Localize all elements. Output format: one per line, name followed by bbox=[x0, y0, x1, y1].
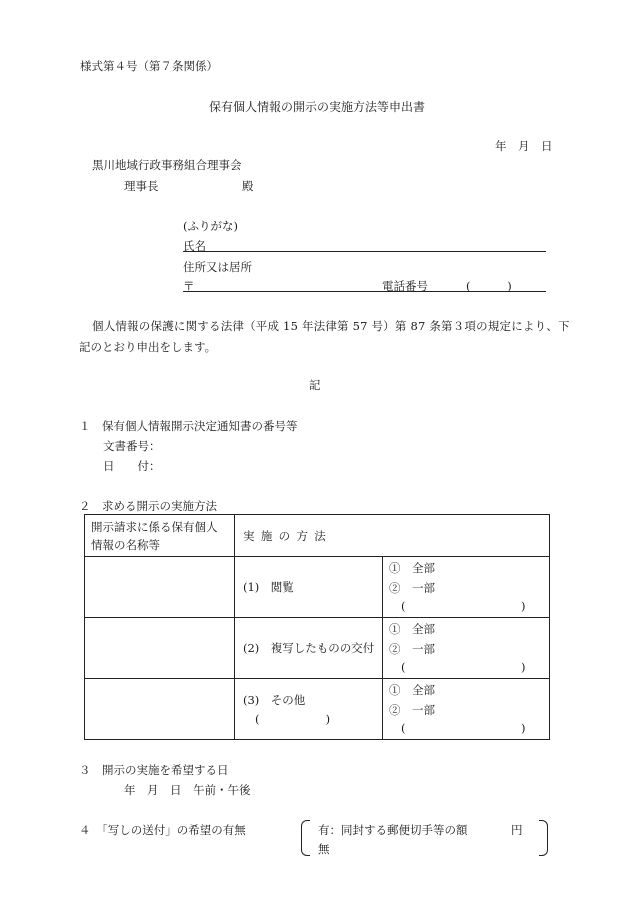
date-line: 年 月 日 bbox=[495, 139, 553, 153]
phone-label: 電話番号 bbox=[382, 279, 428, 293]
header-info-line-1: 開示請求に係る保有個人 bbox=[91, 519, 218, 534]
method-cell: (2) 複写したものの交付 bbox=[235, 618, 383, 679]
option-cell bbox=[383, 557, 550, 618]
desired-date-value[interactable]: 年 月 日 午前・午後 bbox=[124, 783, 251, 797]
doc-number-label: 文書番号： bbox=[103, 439, 161, 453]
left-bracket bbox=[301, 820, 310, 856]
table-row bbox=[85, 557, 550, 618]
option-partial[interactable]: ② 一部 bbox=[389, 642, 435, 656]
option-yes[interactable]: 有：同封する郵便切手等の額 bbox=[318, 823, 468, 837]
name-label: 氏名 bbox=[183, 239, 206, 253]
postal-mark: 〒 bbox=[183, 279, 195, 293]
method-cell bbox=[235, 679, 383, 740]
info-cell[interactable] bbox=[85, 557, 235, 618]
section-1-heading: １ 保有個人情報開示決定通知書の番号等 bbox=[79, 419, 298, 433]
detail-close-paren: ) bbox=[521, 599, 526, 613]
option-all[interactable]: ① 全部 bbox=[389, 622, 435, 636]
detail-open-paren: ( bbox=[401, 721, 406, 735]
phone-parens: ( ) bbox=[466, 279, 517, 293]
table-row bbox=[85, 679, 550, 740]
option-partial[interactable]: ② 一部 bbox=[389, 703, 435, 717]
doc-date-label: 日 付： bbox=[103, 459, 161, 473]
option-cell bbox=[383, 679, 550, 740]
address-label: 住所又は居所 bbox=[183, 260, 252, 274]
detail-close-paren: ) bbox=[521, 660, 526, 674]
option-cell bbox=[383, 618, 550, 679]
intro-line-2: 記のとおり申出をします。 bbox=[79, 340, 217, 354]
page-title: 保有個人情報の開示の実施方法等申出書 bbox=[209, 100, 426, 114]
section-2-heading: ２ 求める開示の実施方法 bbox=[79, 499, 217, 513]
info-cell[interactable] bbox=[85, 618, 235, 679]
ki-mark: 記 bbox=[309, 378, 321, 392]
table-header-row bbox=[85, 515, 550, 557]
yen-unit: 円 bbox=[511, 823, 523, 837]
addressee-honorific: 殿 bbox=[242, 179, 254, 193]
section-4-heading: ４ 「写しの送付」の希望の有無 bbox=[79, 823, 246, 837]
option-all[interactable]: ① 全部 bbox=[389, 683, 435, 697]
table-header-method: 実施の方法 bbox=[235, 515, 550, 557]
form-number: 様式第４号（第７条関係） bbox=[80, 59, 218, 73]
option-all[interactable]: ① 全部 bbox=[389, 561, 435, 575]
addressee-org: 黒川地域行政事務組合理事会 bbox=[92, 158, 242, 172]
method-table bbox=[84, 514, 550, 740]
option-no[interactable]: 無 bbox=[318, 842, 330, 856]
name-underline bbox=[183, 251, 546, 252]
addressee-role: 理事長 bbox=[124, 179, 159, 193]
intro-line-1: 個人情報の保護に関する法律（平成 15 年法律第 57 号）第 87 条第３項の規定により、下 bbox=[92, 319, 570, 333]
furigana-label: (ふりがな) bbox=[183, 219, 238, 233]
option-partial[interactable]: ② 一部 bbox=[389, 581, 435, 595]
right-bracket bbox=[539, 820, 548, 856]
detail-open-paren: ( bbox=[401, 660, 406, 674]
address-underline bbox=[183, 291, 546, 292]
detail-open-paren: ( bbox=[401, 599, 406, 613]
section-3-heading: ３ 開示の実施を希望する日 bbox=[79, 763, 229, 777]
method-cell: (1) 閲覧 bbox=[235, 557, 383, 618]
info-cell[interactable] bbox=[85, 679, 235, 740]
header-info-line-2: 情報の名称等 bbox=[91, 537, 160, 552]
method-other-label: (3) その他 bbox=[243, 692, 306, 707]
method-other-parens[interactable]: ( ) bbox=[255, 711, 335, 726]
detail-close-paren: ) bbox=[521, 721, 526, 735]
table-row bbox=[85, 618, 550, 679]
table-header-info bbox=[85, 515, 235, 557]
